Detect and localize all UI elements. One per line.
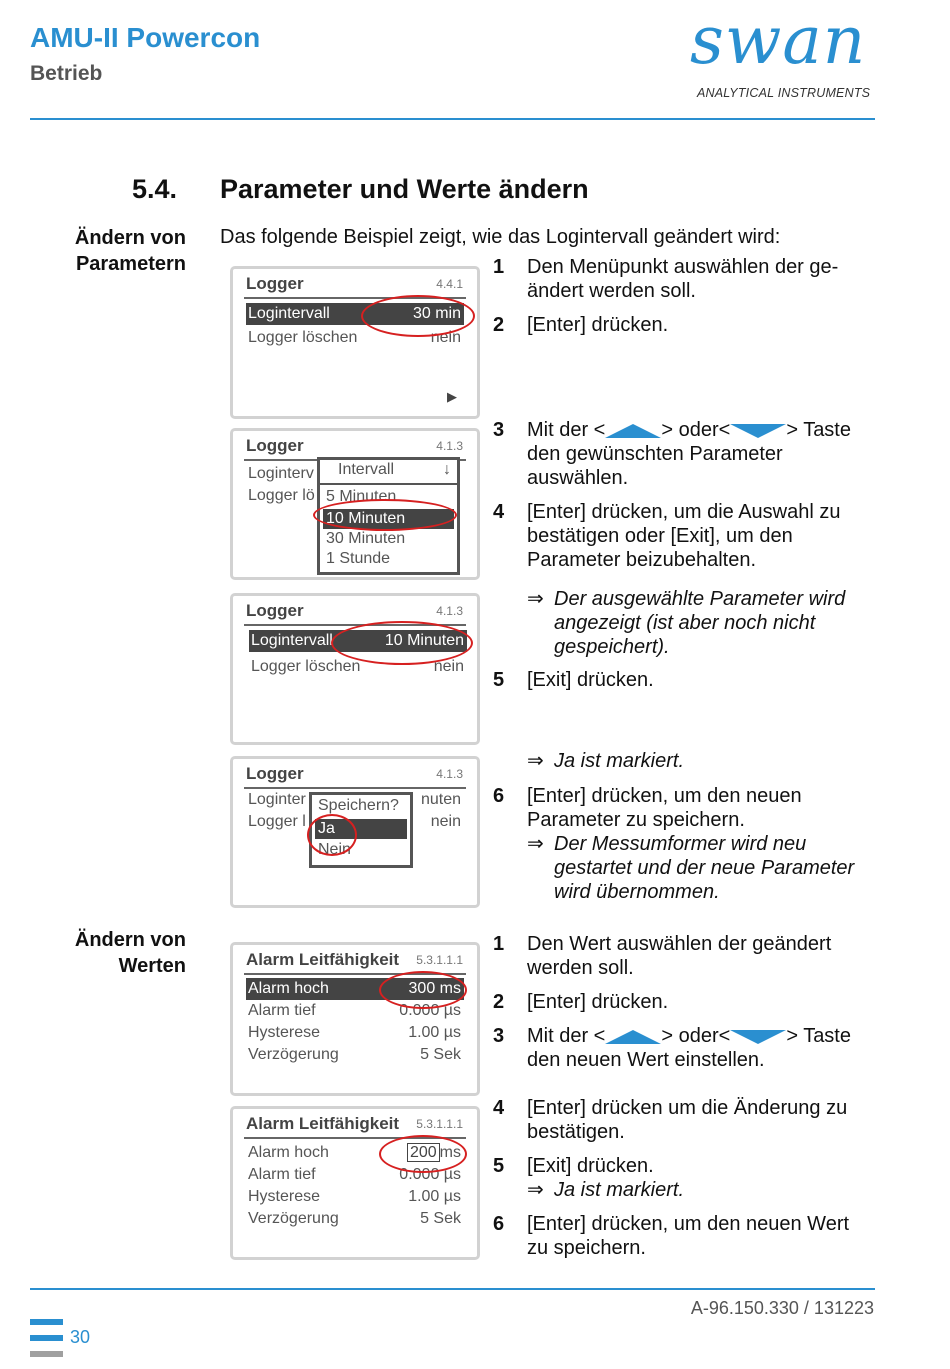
menu-row-logintervall: Logintervall 30 min: [246, 303, 464, 325]
screen-title: Alarm Leitfähigkeit: [246, 950, 400, 969]
menu-row-hysterese: Hysterese 1.00 µs: [248, 1188, 461, 1205]
page-number: 30: [70, 1327, 91, 1347]
menu-row-alarm-tief: Alarm tief 0.000 µs: [248, 1002, 461, 1019]
screen-alarm-1: [230, 942, 480, 1096]
option-30-minuten: 30 Minuten: [326, 530, 406, 547]
down-arrow-icon: ↓: [443, 461, 451, 478]
screen-logger-2: [230, 428, 480, 580]
menu-number: 4.4.1: [436, 277, 463, 291]
menu-number: 5.3.1.1.1: [416, 953, 463, 967]
highlight-circle: [379, 971, 467, 1009]
edit-value-box: 200: [407, 1143, 440, 1162]
menu-number: 4.1.3: [436, 767, 463, 781]
highlight-circle: [361, 295, 475, 337]
option-1-stunde: 1 Stunde: [326, 550, 391, 567]
side-label-values: Ändern von Werten: [74, 929, 186, 977]
param-result-3: ⇒ Der Messumformer wird neu gestartet und der neue Parameter wird übernommen.: [527, 833, 855, 903]
popup-title: Intervall: [338, 461, 395, 478]
menu-row-bg: Loginterv: [248, 465, 314, 482]
highlight-circle: [331, 621, 473, 665]
param-result-1: ⇒ Der ausgewählte Parameter wird angezeigt (ist aber noch nicht gespeichert).: [527, 588, 846, 658]
footer-divider: [30, 1288, 875, 1290]
menu-number: 4.1.3: [436, 604, 463, 618]
up-arrow-icon: [605, 424, 661, 438]
screen-title: Logger: [246, 436, 304, 455]
menu-row-logger-loeschen: Logger löschen nein: [251, 658, 464, 675]
screen-logger-1: [230, 266, 480, 419]
menu-row-alarm-hoch: Alarm hoch 300 ms: [246, 978, 464, 1000]
menu-row-logintervall: Logintervall 10 Minuten: [249, 630, 467, 652]
up-arrow-icon: [605, 1030, 661, 1044]
menu-row-bg: Logger lö: [248, 487, 315, 504]
chapter-title: Betrieb: [30, 62, 103, 85]
document-title: AMU-II Powercon: [30, 22, 261, 53]
menu-row-bg: Loginter nuten: [248, 791, 461, 808]
screen-title: Logger: [246, 274, 304, 293]
screen-logger-3: [230, 593, 480, 745]
footer-bar: [30, 1335, 63, 1341]
down-arrow-icon: [730, 424, 786, 438]
screen-title: Logger: [246, 764, 304, 783]
section-number: 5.4.: [132, 174, 178, 204]
option-5-minuten: 5 Minuten: [326, 488, 397, 505]
menu-row-verzoegerung: Verzögerung 5 Sek: [248, 1046, 461, 1063]
next-arrow-icon: ▶: [447, 389, 457, 404]
popup-title: Speichern?: [318, 797, 399, 814]
option-10-minuten: 10 Minuten: [323, 509, 454, 529]
screen-title: Logger: [246, 601, 304, 620]
menu-row-bg: Logger l nein: [248, 813, 461, 830]
section-title: Parameter und Werte ändern: [220, 174, 589, 204]
side-label-parameters: Ändern von Parametern: [74, 227, 186, 275]
screen-logger-4: [230, 756, 480, 908]
header-divider: [30, 118, 875, 120]
menu-number: 5.3.1.1.1: [416, 1117, 463, 1131]
param-result-2: ⇒ Ja ist markiert.: [527, 750, 685, 772]
menu-number: 4.1.3: [436, 439, 463, 453]
menu-row-alarm-hoch: Alarm hoch 200 ms: [248, 1144, 461, 1161]
option-nein: Nein: [318, 841, 351, 858]
screen-alarm-2: [230, 1106, 480, 1260]
menu-row-verzoegerung: Verzögerung 5 Sek: [248, 1210, 461, 1227]
document-code: A-96.150.330 / 131223: [690, 1298, 874, 1318]
logo-subtitle: ANALYTICAL INSTRUMENTS: [697, 86, 871, 100]
down-arrow-icon: [730, 1030, 786, 1044]
footer-bar: [30, 1351, 63, 1357]
screen-title: Alarm Leitfähigkeit: [246, 1114, 400, 1133]
footer-bar: [30, 1319, 63, 1325]
intro-text: Das folgende Beispiel zeigt, wie das Logintervall geändert wird:: [220, 226, 781, 248]
swan-logo: swan: [690, 2, 867, 79]
highlight-circle: [307, 814, 357, 856]
option-ja: Ja: [315, 819, 407, 839]
menu-row-alarm-tief: Alarm tief 0.000 µs: [248, 1166, 461, 1183]
highlight-circle: [313, 499, 457, 531]
value-result: ⇒ Ja ist markiert.: [527, 1179, 685, 1201]
menu-row-hysterese: Hysterese 1.00 µs: [248, 1024, 461, 1041]
highlight-circle: [379, 1135, 467, 1173]
menu-row-logger-loeschen: Logger löschen nein: [248, 329, 461, 346]
